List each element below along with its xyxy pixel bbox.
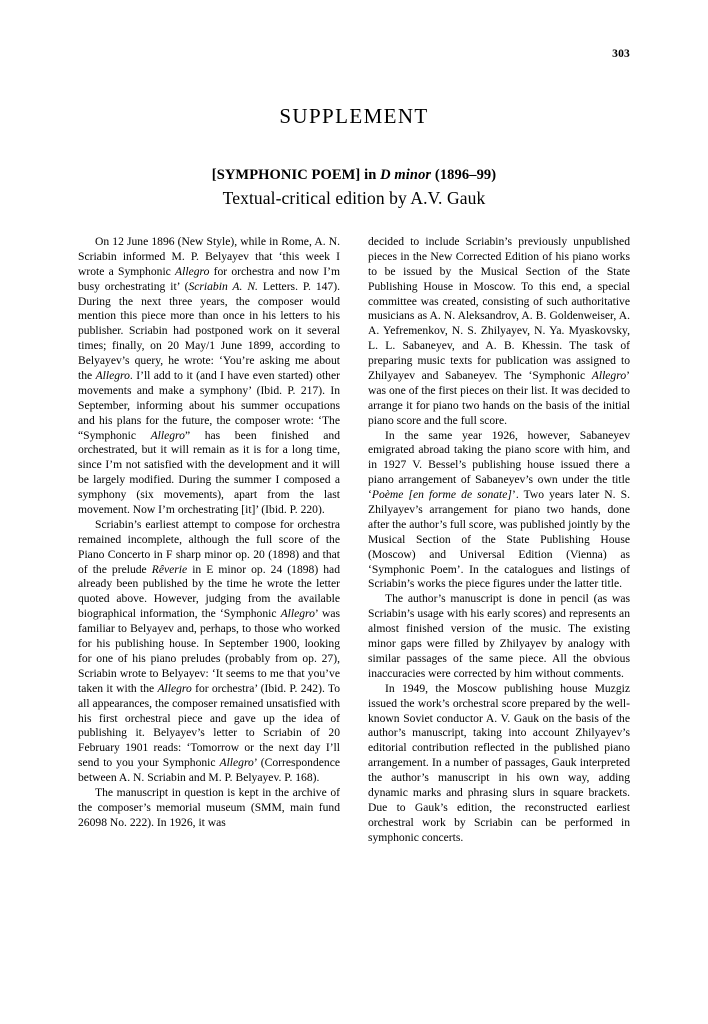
text-run: On 12 June 1896 (New Style), while in Rome, A. N. Scriabin informed M. P. Belyayev that ‘this week I wrote a Symphonic <box>78 235 340 278</box>
italic-text: Allegro <box>280 607 315 621</box>
two-column-body <box>78 235 630 846</box>
body-paragraph <box>368 429 630 593</box>
italic-text: Poème [en forme de sonate] <box>371 488 512 502</box>
body-paragraph <box>368 235 630 429</box>
text-run: . I’ll add to it (and I have even started) other movements and make a symphony’ (Ibid. P. 217). In September, informing about his summer occupations and his plans for the future, the composer wrote: ‘The “Symphonic <box>78 369 340 442</box>
italic-text: Allegro <box>150 428 185 442</box>
text-run: ’ was one of the first pieces on their list. It was decided to arrange it for piano two hands on the basis of the initial piano score and the full score. <box>368 369 630 427</box>
text-run: Letters. P. 147). During the next three years, the composer would mention this piece more than once in his letters to his publisher. Scriabin had postponed work on it several times; finally, on 20 May/1 June 1899, according to Belyayev’s query, he wrote: ‘You’re asking me about the <box>78 279 340 383</box>
work-title-prefix: [SYMPHONIC POEM] in <box>211 167 381 183</box>
text-run: for orchestra’ (Ibid. P. 242). To all appearances, the composer remained unsatisfied with his first orchestral piece and gave up the idea of publishing it. Belyayev’s letter to Scriabin of 20 February 1901 reads: ‘Tomorrow or the next day I’ll send to you your Symphonic <box>78 681 340 770</box>
body-column-left <box>78 235 340 831</box>
italic-text: Rêverie <box>151 562 188 576</box>
text-run: ’ (Correspondence between A. N. Scriabin and M. P. Belyayev. P. 168). <box>78 756 340 785</box>
text-run: for orchestra and now I’m busy orchestrating it’ ( <box>78 264 340 293</box>
text-run: ’. Two years later N. S. Zhilyayev’s arrangement for piano two hands, done after the author’s full score, was published jointly by the Musical Section of the State Publishing House (Moscow) and Universal Edition (Vienna) as ‘Symphonic Poem’. In the catalogues and listings of Scriabin’s works the piece figures under the latter title. <box>368 488 630 591</box>
text-run: Scriabin’s earliest attempt to compose for orchestra remained incomplete, although the full score of the Piano Concerto in F sharp minor op. 20 (1898) and that of the prelude <box>78 517 340 576</box>
work-title <box>78 167 630 184</box>
edition-credit: Textual-critical edition by A.V. Gauk <box>222 188 486 208</box>
body-column-right <box>368 235 630 846</box>
body-paragraph <box>368 682 630 846</box>
page-title: SUPPLEMENT <box>279 104 429 128</box>
body-paragraph <box>78 518 340 786</box>
italic-text: Scriabin A. N. <box>188 279 258 293</box>
body-paragraph <box>78 786 340 831</box>
text-run: The author’s manuscript is done in pencil (as was Scriabin’s usage with his early scores) and represents an almost finished version of the music. The existing minor gaps were filled by Zhilyayev by analogy with similar passages of the same piece. All the obvious inaccuracies were corrected by him without comments. <box>368 592 630 680</box>
text-run: in E minor op. 24 (1898) had already been published by the time he wrote the letter quoted above. However, judging from the available biographical information, the ‘Symphonic <box>78 562 340 621</box>
italic-text: Allegro <box>175 264 210 278</box>
work-title-years: (1896–99) <box>431 167 497 183</box>
body-paragraph <box>78 235 340 518</box>
work-title-key: D minor <box>380 167 432 183</box>
text-run: ’ was familiar to Belyayev and, perhaps, to those who worked for his publishing house. In September 1900, looking for one of his piano preludes (probably from op. 27), Scriabin wrote to Belyayev: ‘It seems to me that you’ve taken it with the <box>78 607 340 695</box>
body-paragraph <box>368 592 630 681</box>
text-run: In 1949, the Moscow publishing house Muzgiz issued the work’s orchestral score prepared by the well-known Soviet conductor A. V. Gauk on the basis of the author’s manuscript, taking into account Zhilyayev’s editorial contribution reflected in the published piano arrangement. In a number of passages, Gauk interpreted the author’s manuscript in his own way, adding dynamic marks and phrasing slurs in square brackets. Due to Gauk’s edition, the reconstructed earliest orchestral work by Scriabin can be performed in symphonic concerts. <box>368 681 630 844</box>
italic-text: Allegro <box>95 369 130 383</box>
italic-text: Allegro <box>219 756 254 770</box>
text-run: In the same year 1926, however, Sabaneyev emigrated abroad taking the piano score with him, and in 1927 V. Bessel’s publishing house issued there a piano arrangement of Sabaneyev’s own under the title ‘ <box>368 428 630 502</box>
text-run: decided to include Scriabin’s previously unpublished pieces in the New Corrected Edition of his piano works to be issued by the Musical Section of the State Publishing House in Moscow. To this end, a special committee was created, consisting of such authoritative musicians as A. N. Aleksandrov, A. B. Goldenweiser, A. A. Yefremenkov, N. S. Zhilyayev, N. Ya. Myaskovsky, L. L. Sabaneyev, and A. B. Khessin. The task of preparing music texts for publication was assigned to Zhilyayev and Sabaneyev. The ‘Symphonic <box>368 235 630 383</box>
italic-text: Allegro <box>157 681 192 695</box>
text-run: The manuscript in question is kept in the archive of the composer’s memorial museum (SMM, main fund 26098 No. 222). In 1926, it was <box>78 785 340 829</box>
page-number: 303 <box>612 48 630 60</box>
text-run: ” has been finished and orchestrated, but it will remain as it is for a long time, since I’m not satisfied with the development and it will be largely modified. During the summer I composed a symphony (six movements), apart from the last movement. Now I’m orchestrating [it]’ (Ibid. P. 220). <box>78 428 340 517</box>
italic-text: Allegro <box>591 369 627 383</box>
page-content <box>78 104 630 846</box>
